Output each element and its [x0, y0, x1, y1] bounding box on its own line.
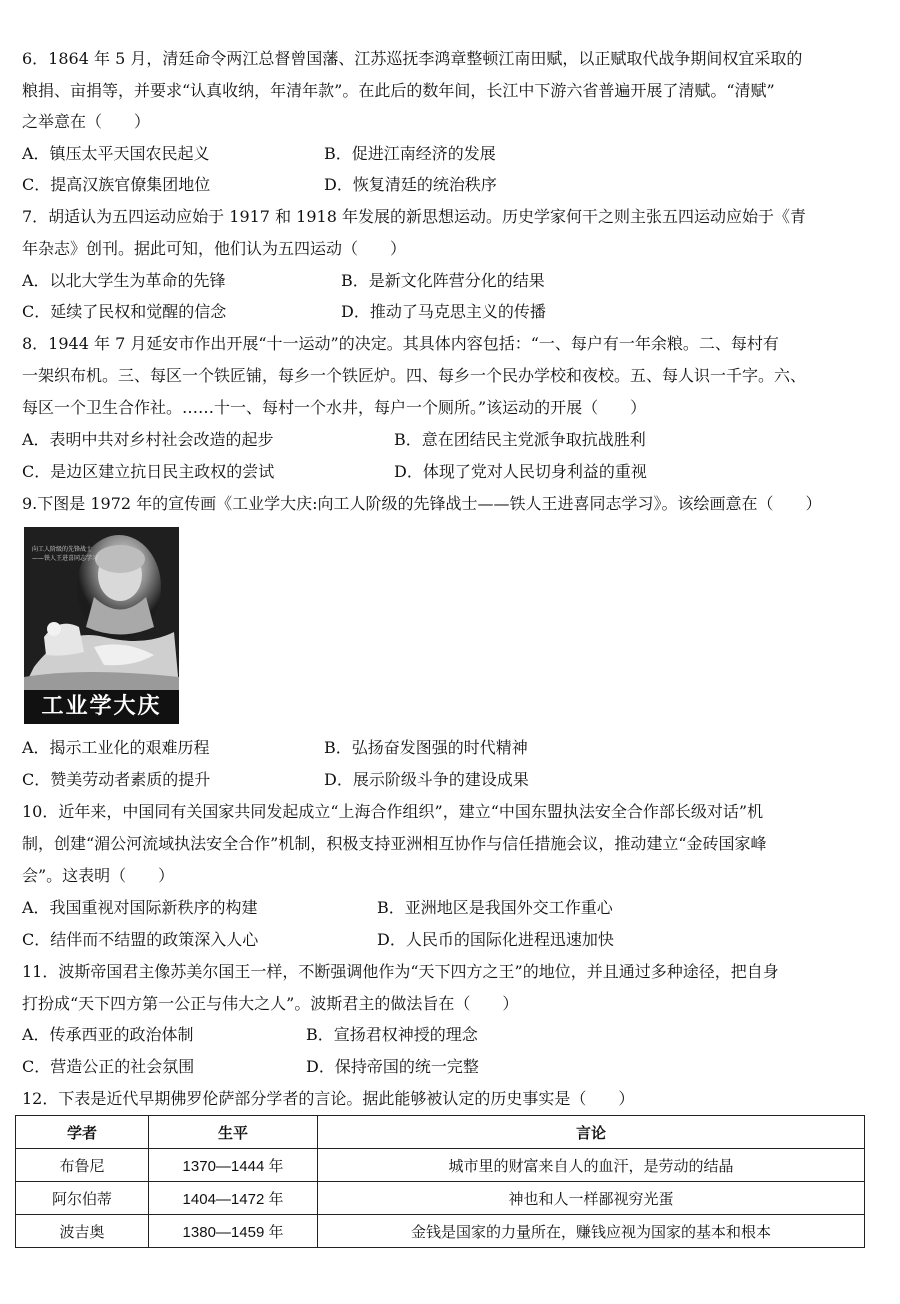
header-scholar: 学者 — [16, 1116, 149, 1149]
q6-option-a[interactable]: A．镇压太平天国农民起义 — [22, 144, 210, 163]
cell-scholar: 阿尔伯蒂 — [16, 1182, 149, 1215]
cell-lifespan: 1380—1459 年 — [149, 1215, 318, 1248]
q10-stem-line-2: 制，创建“湄公河流域执法安全合作”机制，积极支持亚洲相互协作与信任措施会议，推动建立“金砖国家峰 — [22, 834, 767, 853]
q6-stem-line-2: 粮捐、亩捐等，并要求“认真收纳，年清年款”。在此后的数年间，长江中下游六省普遍开展了清赋。“清赋” — [22, 81, 775, 100]
q6-option-d[interactable]: D．恢复清廷的统治秩序 — [324, 175, 497, 194]
q11-stem-line-1: 11．波斯帝国君主像苏美尔国王一样，不断强调他作为“天下四方之王”的地位，并且通过多种途径，把自身 — [22, 962, 779, 981]
q9-option-b[interactable]: B．弘扬奋发图强的时代精神 — [324, 738, 528, 757]
q7-option-d[interactable]: D．推动了马克思主义的传播 — [341, 302, 546, 321]
header-quote: 言论 — [318, 1116, 865, 1149]
q11-option-a[interactable]: A．传承西亚的政治体制 — [22, 1025, 194, 1044]
cell-lifespan: 1370—1444 年 — [149, 1149, 318, 1182]
q10-stem-line-3: 会”。这表明（ ） — [22, 866, 175, 885]
cell-scholar: 波吉奥 — [16, 1215, 149, 1248]
q10-option-b[interactable]: B．亚洲地区是我国外交工作重心 — [377, 898, 613, 917]
q6-stem-line-3: 之举意在（ ） — [22, 112, 151, 131]
table-row — [16, 1149, 865, 1182]
q9-option-a[interactable]: A．揭示工业化的艰难历程 — [22, 738, 210, 757]
q8-option-a[interactable]: A．表明中共对乡村社会改造的起步 — [22, 430, 274, 449]
q9-option-d[interactable]: D．展示阶级斗争的建设成果 — [324, 770, 529, 789]
q11-option-b[interactable]: B．宣扬君权神授的理念 — [306, 1025, 478, 1044]
table-header-row — [16, 1116, 865, 1149]
q8-stem-line-3: 每区一个卫生合作社。……十一、每村一个水井，每户一个厕所。”该运动的开展（ ） — [22, 398, 647, 417]
q7-option-b[interactable]: B．是新文化阵营分化的结果 — [341, 271, 545, 290]
q11-option-d[interactable]: D．保持帝国的统一完整 — [306, 1057, 479, 1076]
poster-slogan-line-1: 向工人阶级的先锋战士 — [32, 546, 93, 553]
q11-stem-line-2: 打扮成“天下四方第一公正与伟大之人”。波斯君主的做法旨在（ ） — [22, 994, 519, 1013]
q10-option-a[interactable]: A．我国重视对国际新秩序的构建 — [22, 898, 258, 917]
q7-option-c[interactable]: C．延续了民权和觉醒的信念 — [22, 302, 227, 321]
q7-option-a[interactable]: A．以北大学生为革命的先锋 — [22, 271, 226, 290]
q7-stem-line-2: 年杂志》创刊。据此可知，他们认为五四运动（ ） — [22, 239, 407, 258]
q6-option-c[interactable]: C．提高汉族官僚集团地位 — [22, 175, 211, 194]
poster-title: 工业学大庆 — [24, 690, 179, 724]
poster-slogan-line-2: ——铁人王进喜同志学习 — [32, 555, 99, 562]
q6-option-b[interactable]: B．促进江南经济的发展 — [324, 144, 496, 163]
q7-stem-line-1: 7．胡适认为五四运动应始于 1917 和 1918 年发展的新思想运动。历史学家何干之则主张五四运动应始于《青 — [22, 207, 806, 226]
q12-stem-line-1: 12．下表是近代早期佛罗伦萨部分学者的言论。据此能够被认定的历史事实是（ ） — [22, 1089, 635, 1108]
q10-stem-line-1: 10．近年来，中国同有关国家共同发起成立“上海合作组织”，建立“中国东盟执法安全合作部长级对话”机 — [22, 802, 764, 821]
q8-option-b[interactable]: B．意在团结民主党派争取抗战胜利 — [394, 430, 646, 449]
q8-stem-line-2: 一架织布机。三、每区一个铁匠铺，每乡一个铁匠炉。四、每乡一个民办学校和夜校。五、每人识一千字。六、 — [22, 366, 807, 385]
table-row — [16, 1215, 865, 1248]
cell-scholar: 布鲁尼 — [16, 1149, 149, 1182]
propaganda-poster-image — [24, 527, 179, 724]
scholar-quotes-table — [15, 1115, 865, 1248]
q8-option-d[interactable]: D．体现了党对人民切身利益的重视 — [394, 462, 647, 481]
q10-option-d[interactable]: D．人民币的国际化进程迅速加快 — [377, 930, 614, 949]
table-row — [16, 1182, 865, 1215]
cell-quote: 金钱是国家的力量所在，赚钱应视为国家的基本和根本 — [318, 1215, 865, 1248]
cell-lifespan: 1404—1472 年 — [149, 1182, 318, 1215]
q9-stem-line-1: 9.下图是 1972 年的宣传画《工业学大庆:向工人阶级的先锋战士——铁人王进喜同志学习》。该绘画意在（ ） — [22, 494, 822, 513]
q8-option-c[interactable]: C．是边区建立抗日民主政权的尝试 — [22, 462, 275, 481]
cell-quote: 城市里的财富来自人的血汗，是劳动的结晶 — [318, 1149, 865, 1182]
cell-quote: 神也和人一样鄙视穷光蛋 — [318, 1182, 865, 1215]
q9-option-c[interactable]: C．赞美劳动者素质的提升 — [22, 770, 211, 789]
poster-slogan — [32, 545, 98, 563]
q8-stem-line-1: 8．1944 年 7 月延安市作出开展“十一运动”的决定。其具体内容包括：“一、每户有一年余粮。二、每村有 — [22, 334, 779, 353]
q10-option-c[interactable]: C．结伴而不结盟的政策深入人心 — [22, 930, 259, 949]
q11-option-c[interactable]: C．营造公正的社会氛围 — [22, 1057, 195, 1076]
header-lifespan: 生平 — [149, 1116, 318, 1149]
q6-stem-line-1: 6．1864 年 5 月，清廷命令两江总督曾国藩、江苏巡抚李鸿章整顿江南田赋，以正赋取代战争期间权宜采取的 — [22, 49, 803, 68]
